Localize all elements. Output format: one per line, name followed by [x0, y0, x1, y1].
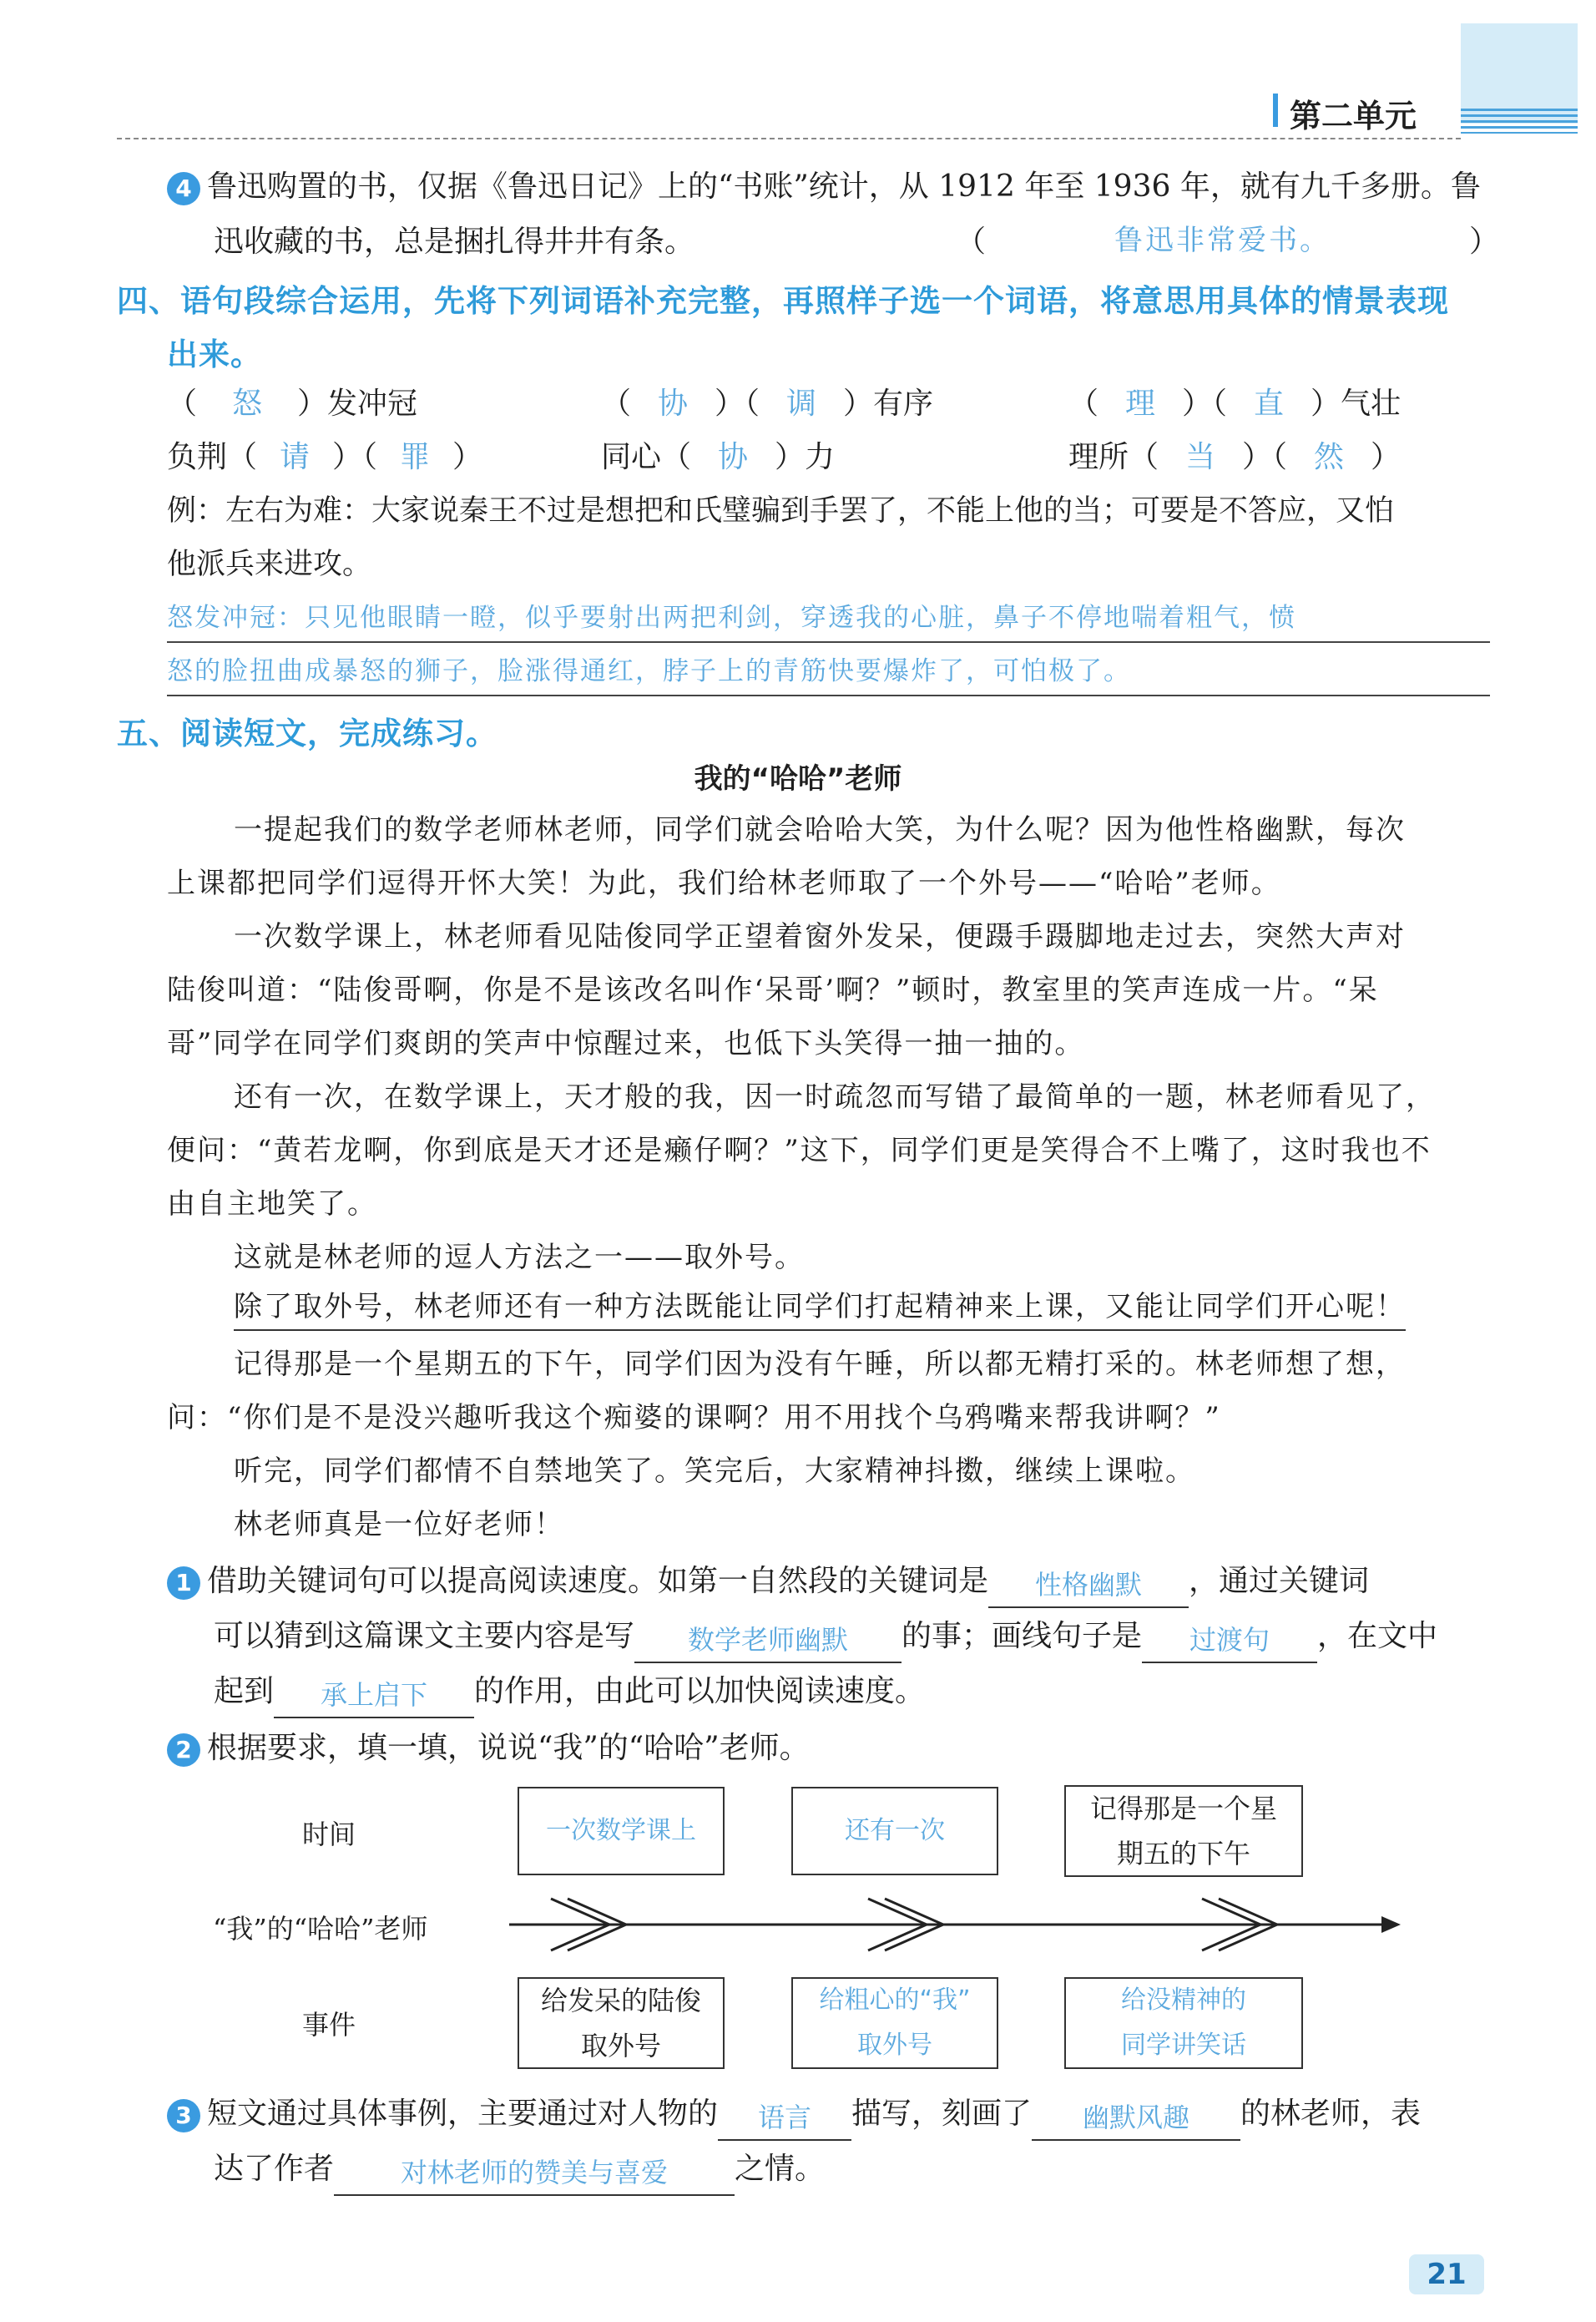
section-5-title: 五、阅读短文，完成练习。 [117, 716, 497, 751]
idiom-blank[interactable]: 当 [1185, 440, 1216, 474]
q3-line2: 达了作者 对林老师的赞美与喜爱 之情。 [214, 2142, 825, 2196]
q3-answer-feeling[interactable]: 对林老师的赞美与喜爱 [334, 2151, 735, 2196]
article-line: 一提起我们的数学老师林老师，同学们就会哈哈大笑，为什么呢？因为他性格幽默，每次 [234, 813, 1406, 847]
q3-line1: 3 短文通过具体事例，主要通过对人物的 语言 描写，刻画了 幽默风趣 的林老师，表 [167, 2087, 1421, 2141]
time-answer-1[interactable]: 一次数学课上 [546, 1816, 696, 1845]
idiom-row1-1: （ 怒 ）发冲冠 [167, 377, 417, 431]
page-number: 21 [1409, 2254, 1484, 2294]
q4-answer-paren-close: ） [1469, 225, 1500, 259]
q1-line3: 起到 承上启下 的作用，由此可以加快阅读速度。 [214, 1665, 925, 1718]
event-box-1 [518, 1977, 725, 2069]
idiom-blank[interactable]: 罪 [400, 440, 431, 474]
article-line: 还有一次，在数学课上，天才般的我，因一时疏忽而写错了最简单的一题，林老师看见了， [234, 1080, 1436, 1114]
q1-answer-sentence-type[interactable]: 过渡句 [1142, 1618, 1317, 1663]
q2-number: 2 [167, 1733, 200, 1767]
label-time: 时间 [302, 1819, 356, 1850]
time-answer-2[interactable]: 还有一次 [845, 1816, 945, 1845]
q1-number: 1 [167, 1566, 200, 1600]
header-stripes [1461, 109, 1578, 134]
article-line: 一次数学课上，林老师看见陆俊同学正望着窗外发呆，便蹑手蹑脚地走过去，突然大声对 [234, 920, 1406, 954]
article-line: 听完，同学们都情不自禁地笑了。笑完后，大家精神抖擞，继续上课啦。 [234, 1454, 1195, 1488]
event-1-line1: 给发呆的陆俊 [540, 1985, 701, 2016]
label-teacher: “我”的“哈哈”老师 [213, 1913, 428, 1945]
article-line: 便问：“黄若龙啊，你到底是天才还是癞仔啊？”这下，同学们更是笑得合不上嘴了，这时我也不 [167, 1134, 1432, 1167]
q4-text1: 鲁迅购置的书，仅据《鲁迅日记》上的“书账”统计，从 1912 年至 1936 年，就有九千多册。鲁 [207, 169, 1481, 204]
q4-answer[interactable]: 鲁迅非常爱书。 [1114, 224, 1331, 257]
article-line: 记得那是一个星期五的下午，同学们因为没有午睡，所以都无精打采的。林老师想了想， [234, 1348, 1406, 1381]
idiom-row1-2: （ 协 ）（ 调 ）有序 [601, 377, 933, 431]
header-dashed-line [117, 138, 1461, 139]
article-line: 陆俊叫道：“陆俊哥啊，你是不是该改名叫作‘呆哥’啊？”顿时，教室里的笑声连成一片。“呆 [167, 974, 1379, 1007]
time-box-2[interactable] [791, 1787, 998, 1875]
idiom-blank[interactable]: 直 [1254, 387, 1285, 421]
idiom-row2-3: 理所（ 当 ）（ 然 ） [1068, 431, 1401, 484]
q4-number: 4 [167, 172, 200, 205]
q1-line2: 可以猜到这篇课文主要内容是写 数学老师幽默 的事；画线句子是 过渡句 ，在文中 [214, 1610, 1437, 1663]
idiom-blank[interactable]: 然 [1314, 440, 1345, 474]
idiom-blank[interactable]: 协 [658, 387, 689, 421]
section-4-title-line2: 出来。 [167, 336, 262, 372]
time-3-line1: 记得那是一个星 [1089, 1793, 1277, 1824]
idiom-blank[interactable]: 请 [280, 440, 311, 474]
event-3-line1[interactable]: 给没精神的 [1121, 1986, 1246, 2015]
article-line: 上课都把同学们逗得开怀大笑！为此，我们给林老师取了一个外号——“哈哈”老师。 [167, 867, 1281, 900]
section-4-title-line1: 四、语句段综合运用，先将下列词语补充完整，再照样子选一个词语，将意思用具体的情景表现 [117, 283, 1449, 319]
article-line: 由自主地笑了。 [167, 1187, 377, 1221]
q1-answer-content[interactable]: 数学老师幽默 [634, 1618, 902, 1663]
example-line2: 他派兵来进攻。 [167, 548, 372, 581]
label-event: 事件 [302, 2009, 356, 2041]
article-title: 我的“哈哈”老师 [694, 762, 902, 796]
article-line: 问：“你们是不是没兴趣听我这个痴婆的课啊？用不用找个乌鸦嘴来帮我讲啊？” [167, 1401, 1221, 1434]
q4-text2: 迅收藏的书，总是捆扎得井井有条。 [214, 225, 695, 259]
event-2-line1[interactable]: 给粗心的“我” [819, 1986, 971, 2015]
underlined-transition-sentence: 除了取外号，林老师还有一种方法既能让同学们打起精神来上课，又能让同学们开心呢！ [234, 1284, 1406, 1331]
idiom-row2-1: 负荆（ 请 ）（ 罪 ） [167, 431, 482, 484]
time-box-1[interactable] [518, 1787, 725, 1875]
scene-answer-line1[interactable]: 怒发冲冠：只见他眼睛一瞪，似乎要射出两把利剑，穿透我的心脏，鼻子不停地喘着粗气，愤 [167, 594, 1490, 643]
article-line: 哥”同学在同学们爽朗的笑声中惊醒过来，也低下头笑得一抽一抽的。 [167, 1027, 1085, 1060]
time-3-line2: 期五的下午 [1116, 1838, 1250, 1869]
event-3-line2[interactable]: 同学讲笑话 [1121, 2031, 1246, 2060]
time-box-3 [1064, 1785, 1303, 1877]
article-line: 这就是林老师的逗人方法之一——取外号。 [234, 1241, 805, 1274]
q3-number: 3 [167, 2099, 200, 2132]
q4-line2 [214, 215, 694, 269]
q4-answer-paren-open: （ [956, 225, 987, 259]
timeline-arrow [501, 1895, 1402, 1954]
unit-title: 第二单元 [1290, 98, 1417, 134]
scene-answer-line2[interactable]: 怒的脸扭曲成暴怒的狮子，脸涨得通红，脖子上的青筋快要爆炸了，可怕极了。 [167, 648, 1490, 696]
idiom-row2-2: 同心（ 协 ）力 [601, 431, 835, 484]
idiom-row1-3: （ 理 ）（ 直 ）气壮 [1068, 377, 1401, 431]
idiom-blank[interactable]: 怒 [232, 387, 263, 421]
header-bar [1273, 94, 1278, 127]
event-1-line2: 取外号 [580, 2030, 661, 2061]
q1-answer-keyword[interactable]: 性格幽默 [988, 1563, 1189, 1608]
idiom-blank[interactable]: 理 [1125, 387, 1156, 421]
q2-line: 2 根据要求，填一填，说说“我”的“哈哈”老师。 [167, 1722, 810, 1775]
q3-answer-character[interactable]: 幽默风趣 [1032, 2096, 1240, 2141]
idiom-blank[interactable]: 协 [718, 440, 749, 474]
q1-answer-function[interactable]: 承上启下 [274, 1673, 474, 1718]
q1-line1: 1 借助关键词句可以提高阅读速度。如第一自然段的关键词是 性格幽默 ，通过关键词 [167, 1555, 1369, 1608]
article-line: 林老师真是一位好老师！ [234, 1508, 564, 1541]
event-box-3[interactable] [1064, 1977, 1303, 2069]
event-2-line2[interactable]: 取外号 [857, 2031, 932, 2060]
q4-line1 [167, 160, 1481, 214]
idiom-blank[interactable]: 调 [786, 387, 817, 421]
example-line1: 例：左右为难：大家说秦王不过是想把和氏璧骗到手罢了，不能上他的当；可要是不答应，又怕 [167, 494, 1395, 528]
event-box-2[interactable] [791, 1977, 998, 2069]
q3-answer-method[interactable]: 语言 [718, 2096, 851, 2141]
